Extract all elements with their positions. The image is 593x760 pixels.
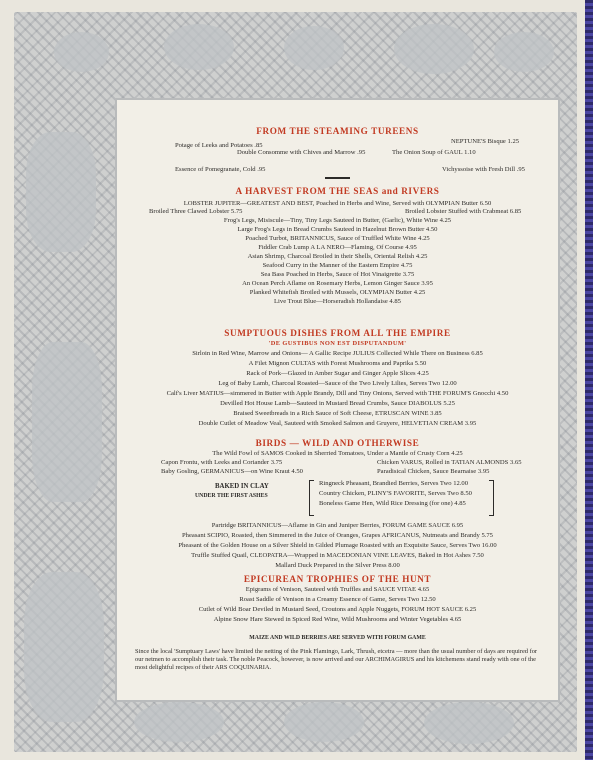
menu-item: Boneless Game Hen, Wild Rice Dressing (for one) 4.85: [319, 500, 466, 507]
menu-panel: [117, 100, 558, 700]
menu-item: Sirloin in Red Wine, Marrow and Onions— A Gallic Recipe JULIUS Collected While There on Business 6.85: [192, 350, 483, 357]
clay-subtitle: UNDER THE FIRST ASHES: [195, 493, 268, 499]
menu-item: Cutlet of Wild Boar Deviled in Mustard Seed, Croutons and Apple Nuggets, FORUM HOT SAUCE 6.25: [198, 606, 477, 613]
menu-item: Baby Gosling, GERMANICUS—on Wine Kraut 4.50: [161, 468, 303, 475]
menu-item: Country Chicken, PLINY'S FAVORITE, Serves Two 8.50: [319, 490, 472, 497]
menu-item: Asian Shrimp, Charcoal Broiled in their Shells, Oriental Relish 4.25: [247, 253, 428, 260]
menu-item: Essence of Pomegranate, Cold .95: [175, 166, 266, 173]
menu-item: Double Cutlet of Meadow Veal, Sauteed with Smoked Salmon and Gruyere, HELVETIAN CREAM 3.95: [198, 420, 477, 427]
section-subtitle-empire: 'DE GUSTIBUS NON EST DISPUTANDUM': [268, 340, 407, 347]
menu-item: Large Frog's Legs in Bread Crumbs Sauteed in Hazelnut Brown Butter 4.50: [237, 226, 438, 233]
menu-item: Partridge BRITANNICUS—Aflame in Gin and Juniper Berries, FORUM GAME SAUCE 6.95: [211, 522, 464, 529]
menu-item: Capon Frontu, with Leeks and Coriander 3.75: [161, 459, 283, 466]
menu-item: Epigrams of Venison, Sauteed with Truffles and SAUCE VITAE 4.65: [245, 586, 430, 593]
maize-note: MAIZE AND WILD BERRIES ARE SERVED WITH FORUM GAME: [249, 635, 426, 641]
menu-item: Fiddler Crab Lump A LA NERO—Flaming, Of Course 4.95: [258, 244, 417, 251]
menu-item: Double Consomme with Chives and Marrow .95: [237, 149, 366, 156]
section-title-seas: A HARVEST FROM THE SEAS and RIVERS: [235, 186, 440, 196]
menu-item: The Onion Soup of GAUL 1.10: [392, 149, 476, 156]
menu-item: LOBSTER JUPITER—GREATEST AND BEST, Poached in Herbs and Wine, Served with OLYMPIAN Butter 6.50: [183, 200, 492, 207]
section-title-birds: BIRDS — WILD AND OTHERWISE: [255, 438, 420, 448]
menu-item: Alpine Snow Hare Stewed in Spiced Red Wine, Wild Mushrooms and Winter Vegetables 4.65: [213, 616, 462, 623]
menu-item: Chicken VARUS, Rolled in TATIAN ALMONDS 3.65: [377, 459, 522, 466]
menu-item: Rack of Pork—Glazed in Amber Sugar and Ginger Apple Slices 4.25: [246, 370, 429, 377]
clay-group: [191, 480, 491, 516]
column-ornament: [26, 132, 96, 252]
menu-item: Live Trout Blue—Horseradish Hollandaise 4.85: [274, 298, 401, 305]
menu-item: Planked Whitefish Broiled with Mussels, OLYMPIAN Butter 4.25: [249, 289, 426, 296]
menu-item: Roast Saddle of Venison in a Creamy Essence of Game, Serves Two 12.50: [239, 596, 436, 603]
fruit-ornament: [424, 702, 514, 744]
section-title-hunt: EPICUREAN TROPHIES OF THE HUNT: [243, 574, 432, 584]
menu-item: Broiled Three Clawed Lobster 5.75: [149, 208, 243, 215]
menu-item: Devilled Hot House Lamb—Sauteed in Mustard Bread Crumbs, Sauce DIABOLUS 5.25: [220, 400, 455, 407]
menu-item: Leg of Baby Lamb, Charcoal Roasted—Sauce of the Two Lively Lilies, Serves Two 12.00: [218, 380, 457, 387]
menu-item: Mallard Duck Prepared in the Silver Press 8.00: [275, 562, 400, 569]
menu-item: Pheasant of the Golden House on a Silver Shield in Gilded Plumage Roasted with an Exquisite Sauce, Serves Two 16.00: [178, 542, 497, 549]
menu-item: Ringneck Pheasant, Brandied Berries, Serves Two 12.00: [319, 480, 469, 487]
menu-item: An Ocean Perch Aflame on Rosemary Herbs, Lemon Ginger Sauce 3.95: [242, 280, 433, 287]
column-ornament: [32, 342, 102, 502]
fruit-ornament: [394, 24, 474, 74]
divider: [325, 177, 350, 179]
menu-item: Broiled Lobster Stuffed with Crabmeat 6.85: [405, 208, 522, 215]
left-bracket: [309, 480, 314, 516]
menu-item: NEPTUNE'S Bisque 1.25: [451, 138, 520, 145]
fruit-ornament: [164, 24, 234, 70]
menu-item: Truffle Stuffed Quail, CLEOPATRA—Wrapped in MACEDONIAN VINE LEAVES, Baked in Hot Ashes 7.50: [191, 552, 484, 559]
menu-item: Frog's Legs, Misiscule—Tiny, Tiny Legs Sauteed in Butter, (Garlic), White Wine 4.25: [223, 217, 452, 224]
menu-item: Sea Bass Poached in Herbs, Sauce of Hot Vinaigrette 3.75: [260, 271, 415, 278]
fruit-ornament: [134, 702, 224, 742]
menu-item: Calf's Liver MATIUS—simmered in Butter with Apple Brandy, Dill and Tiny Onions, Served with THE FORUM'S Gnocchi 4.50: [166, 390, 509, 397]
fruit-ornament: [494, 32, 554, 72]
clay-title: BAKED IN CLAY: [215, 483, 269, 490]
fruit-ornament: [284, 26, 344, 70]
menu-item: Poached Turbot, BRITANNICUS, Sauce of Truffled White Wine 4.25: [245, 235, 430, 242]
section-title-empire: SUMPTUOUS DISHES FROM ALL THE EMPIRE: [224, 328, 451, 338]
binding-cord: [585, 0, 593, 760]
menu-item: A Filet Mignon CULTAS with Forest Mushrooms and Paprika 5.50: [248, 360, 427, 367]
fruit-ornament: [284, 702, 364, 742]
menu-item: Potage of Leeks and Potatoes .85: [175, 142, 263, 149]
menu-item: The Wild Fowl of SAMOS Cooked in Sherried Tomatoes, Under a Mantle of Crusty Corn 4.25: [212, 450, 463, 457]
menu-item: Braised Sweetbreads in a Rich Sauce of Soft Cheese, ETRUSCAN WINE 3.85: [233, 410, 442, 417]
menu-item: Pheasant SCIPIO, Roasted, then Simmered in the Juice of Oranges, Grapes AFRICANUS, Nutmeats and Brandy 5.75: [182, 532, 493, 539]
section-title-tureens: FROM THE STEAMING TUREENS: [256, 126, 419, 136]
right-bracket: [489, 480, 494, 516]
menu-item: Vichyssoise with Fresh Dill .95: [442, 166, 525, 173]
menu-item: Seafood Curry in the Manner of the Eastern Empire 4.75: [262, 262, 413, 269]
column-ornament: [24, 572, 104, 722]
fruit-ornament: [54, 32, 109, 72]
peacock-note: Since the local 'Sumptuary Laws' have limited the netting of the Pink Flamingo, Lark, Thrush, etcetra — more than the usual number of days are required for our netmen to accomplish their task. The noble Peacock, however, is now arrived and our ARCHIMAGIRUS and his kitchemens stand ready with one of the most delightful recipes of their ARS COQUINARIA.: [135, 648, 538, 672]
menu-item: Paradisical Chicken, Sauce Bearnaise 3.95: [377, 468, 490, 475]
